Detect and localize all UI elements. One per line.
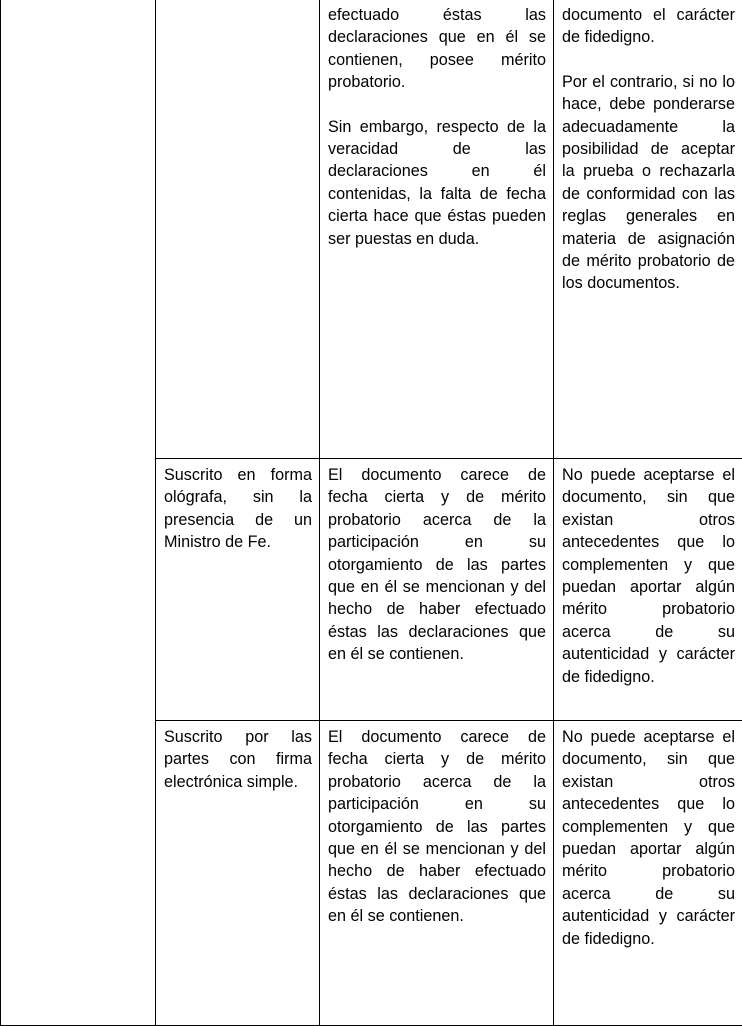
document-type-cell	[156, 721, 320, 1026]
assessment-cell	[554, 0, 742, 459]
effects-cell	[320, 0, 554, 459]
effects-paragraph: efectuado éstas las declaraciones que en él se contienen, posee mérito probatorio.	[328, 4, 546, 94]
assessment-paragraph: No puede aceptarse el documento, sin que existan otros antecedentes que lo complementen y que puedan aportar algún mérito probatorio acerca de su autenticidad y carácter de fidedigno.	[562, 726, 735, 950]
effects-paragraph: Sin embargo, respecto de la veracidad de las declaraciones en él contenidas, la falta de fecha cierta hace que éstas pueden ser puestas en duda.	[328, 116, 546, 250]
assessment-cell	[554, 721, 742, 1026]
effects-paragraph: El documento carece de fecha cierta y de mérito probatorio acerca de la participación en su otorgamiento de las partes que en él se mencionan y del hecho de haber efectuado éstas las declaraciones que en él se contienen.	[328, 726, 546, 928]
assessment-paragraph: No puede aceptarse el documento, sin que existan otros antecedentes que lo complementen y que puedan aportar algún mérito probatorio acerca de su autenticidad y carácter de fidedigno.	[562, 464, 735, 688]
document-type-cell	[156, 459, 320, 721]
assessment-cell	[554, 459, 742, 721]
document-type-text: Suscrito en forma ológrafa, sin la presencia de un Ministro de Fe.	[164, 464, 312, 554]
effects-cell	[320, 721, 554, 1026]
effects-paragraph: El documento carece de fecha cierta y de mérito probatorio acerca de la participación en su otorgamiento de las partes que en él se mencionan y del hecho de haber efectuado éstas las declaraciones que en él se contienen.	[328, 464, 546, 666]
document-type-text: Suscrito por las partes con firma electrónica simple.	[164, 726, 312, 793]
assessment-paragraph: documento el carácter de fidedigno.	[562, 4, 735, 49]
category-cell	[1, 0, 156, 1026]
table-row	[1, 0, 742, 459]
assessment-paragraph: Por el contrario, si no lo hace, debe ponderarse adecuadamente la posibilidad de aceptar la prueba o rechazarla de conformidad con las reglas generales en materia de asignación de mérito probatorio de los documentos.	[562, 71, 735, 295]
effects-cell	[320, 459, 554, 721]
document-type-cell	[156, 0, 320, 459]
